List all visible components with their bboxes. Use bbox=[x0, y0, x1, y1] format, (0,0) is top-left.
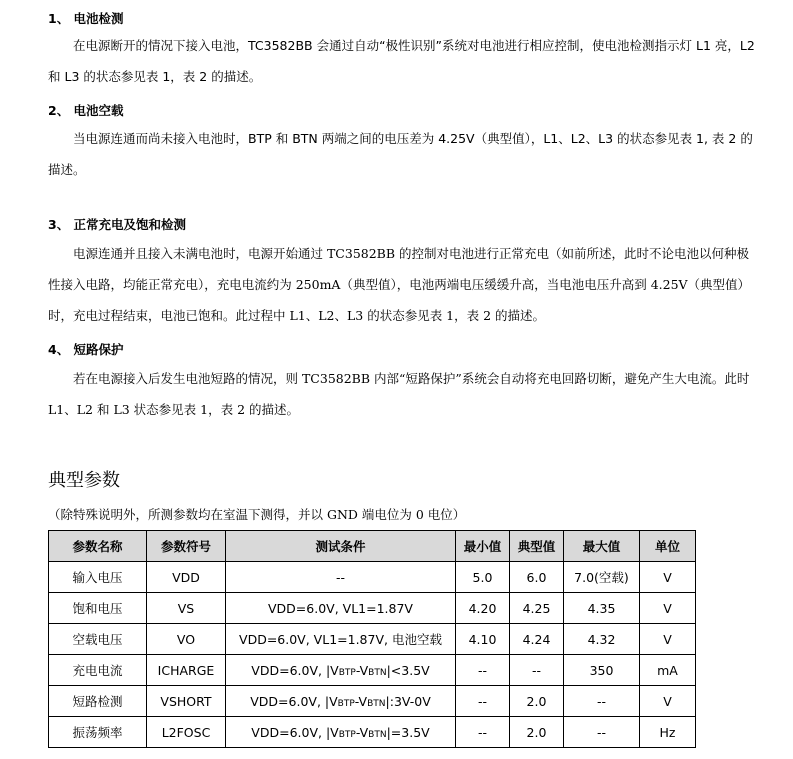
cond-subscript: BTN bbox=[367, 698, 386, 709]
cond-subscript: BTN bbox=[368, 729, 387, 740]
table-row bbox=[49, 562, 696, 593]
cell-symbol: ICHARGE bbox=[147, 655, 226, 686]
header-min: 最小值 bbox=[456, 531, 510, 562]
cell-symbol: VSHORT bbox=[147, 686, 226, 717]
cell-typ: 2.0 bbox=[510, 686, 564, 717]
section-heading-normal-charge: 3、 正常充电及饱和检测 bbox=[48, 217, 187, 232]
cond-subscript: BTP bbox=[338, 667, 356, 678]
cond-text: VDD=6.0V, |V bbox=[251, 724, 339, 740]
header-condition: 测试条件 bbox=[226, 531, 456, 562]
cell-param-name: 饱和电压 bbox=[49, 593, 147, 624]
header-symbol: 参数符号 bbox=[147, 531, 226, 562]
cond-text: -V bbox=[354, 693, 368, 709]
table-header-row bbox=[49, 531, 696, 562]
cell-max: -- bbox=[564, 717, 640, 748]
cell-max: 7.0(空载) bbox=[564, 562, 640, 593]
cell-unit: Hz bbox=[640, 717, 696, 748]
section-heading-battery-detect: 1、 电池检测 bbox=[48, 11, 124, 26]
cell-typ: 4.24 bbox=[510, 624, 564, 655]
cell-unit: V bbox=[640, 593, 696, 624]
cell-param-name: 振荡频率 bbox=[49, 717, 147, 748]
cond-subscript: BTN bbox=[368, 667, 387, 678]
typical-params-title: 典型参数 bbox=[48, 470, 120, 491]
cond-text: VDD=6.0V, |V bbox=[250, 693, 338, 709]
cell-typ: -- bbox=[510, 655, 564, 686]
header-param-name: 参数名称 bbox=[49, 531, 147, 562]
cell-max: -- bbox=[564, 686, 640, 717]
paragraph-battery-noload: 当电源连通而尚未接入电池时，BTP 和 BTN 两端之间的电压差为 4.25V（典型值），L1、L2、L3 的状态参见表 1, 表 2 的描述。 bbox=[48, 131, 753, 177]
cond-text: VDD=6.0V, |V bbox=[251, 662, 339, 678]
cond-subscript: BTP bbox=[338, 729, 356, 740]
cell-param-name: 空载电压 bbox=[49, 624, 147, 655]
header-max: 最大值 bbox=[564, 531, 640, 562]
section-heading-battery-noload: 2、 电池空载 bbox=[48, 103, 124, 118]
cell-param-name: 充电电流 bbox=[49, 655, 147, 686]
cell-condition bbox=[226, 717, 456, 748]
cond-text: -V bbox=[355, 724, 369, 740]
cond-text: |<3.5V bbox=[386, 662, 430, 678]
cell-param-name: 短路检测 bbox=[49, 686, 147, 717]
paragraph-normal-charge: 电源连通并且接入未满电池时，电源开始通过 TC3582BB 的控制对电池进行正常充电（如前所述，此时不论电池以何种极性接入电路，均能正常充电），充电电流约为 250mA（典型值），电池两端电压缓缓升高，当电池电压升高到 4.25V（典型值）时，充电过程结束，电池已饱和。此过程中 L1、L2、L3 的状态参见表 1，表 2 的描述。 bbox=[48, 246, 751, 323]
cell-max: 4.35 bbox=[564, 593, 640, 624]
cell-min: -- bbox=[456, 686, 510, 717]
cell-min: -- bbox=[456, 655, 510, 686]
cell-min: -- bbox=[456, 717, 510, 748]
typical-params-table bbox=[48, 530, 696, 748]
cell-condition bbox=[226, 686, 456, 717]
cell-max: 4.32 bbox=[564, 624, 640, 655]
cell-max: 350 bbox=[564, 655, 640, 686]
header-typ: 典型值 bbox=[510, 531, 564, 562]
cond-text: -V bbox=[355, 662, 369, 678]
cell-min: 5.0 bbox=[456, 562, 510, 593]
cell-condition bbox=[226, 655, 456, 686]
section-heading-short-protect: 4、 短路保护 bbox=[48, 342, 124, 357]
cell-condition: -- bbox=[226, 562, 456, 593]
cell-symbol: VS bbox=[147, 593, 226, 624]
paragraph-short-protect: 若在电源接入后发生电池短路的情况，则 TC3582BB 内部“短路保护”系统会自动将充电回路切断，避免产生大电流。此时 L1、L2 和 L3 状态参见表 1，表 2 的描述。 bbox=[48, 371, 750, 417]
paragraph-battery-detect: 在电源断开的情况下接入电池，TC3582BB 会通过自动“极性识别”系统对电池进行相应控制，使电池检测指示灯 L1 亮，L2 和 L3 的状态参见表 1，表 2 的描述。 bbox=[48, 38, 755, 84]
cell-param-name: 输入电压 bbox=[49, 562, 147, 593]
cell-min: 4.20 bbox=[456, 593, 510, 624]
cond-subscript: BTP bbox=[337, 698, 355, 709]
cell-symbol: VDD bbox=[147, 562, 226, 593]
cell-typ: 6.0 bbox=[510, 562, 564, 593]
table-row bbox=[49, 655, 696, 686]
typical-params-note: （除特殊说明外，所测参数均在室温下测得，并以 GND 端电位为 0 电位） bbox=[48, 507, 466, 522]
cell-symbol: VO bbox=[147, 624, 226, 655]
table-row bbox=[49, 686, 696, 717]
cond-text: |=3.5V bbox=[386, 724, 430, 740]
cell-condition: VDD=6.0V, VL1=1.87V bbox=[226, 593, 456, 624]
table-row bbox=[49, 593, 696, 624]
cell-min: 4.10 bbox=[456, 624, 510, 655]
cell-unit: V bbox=[640, 562, 696, 593]
cell-typ: 2.0 bbox=[510, 717, 564, 748]
table-row bbox=[49, 717, 696, 748]
cond-text: |:3V-0V bbox=[385, 693, 431, 709]
cell-typ: 4.25 bbox=[510, 593, 564, 624]
cell-unit: mA bbox=[640, 655, 696, 686]
header-unit: 单位 bbox=[640, 531, 696, 562]
cell-unit: V bbox=[640, 624, 696, 655]
cell-symbol: L2FOSC bbox=[147, 717, 226, 748]
cell-unit: V bbox=[640, 686, 696, 717]
table-row bbox=[49, 624, 696, 655]
cell-condition: VDD=6.0V, VL1=1.87V, 电池空载 bbox=[226, 624, 456, 655]
